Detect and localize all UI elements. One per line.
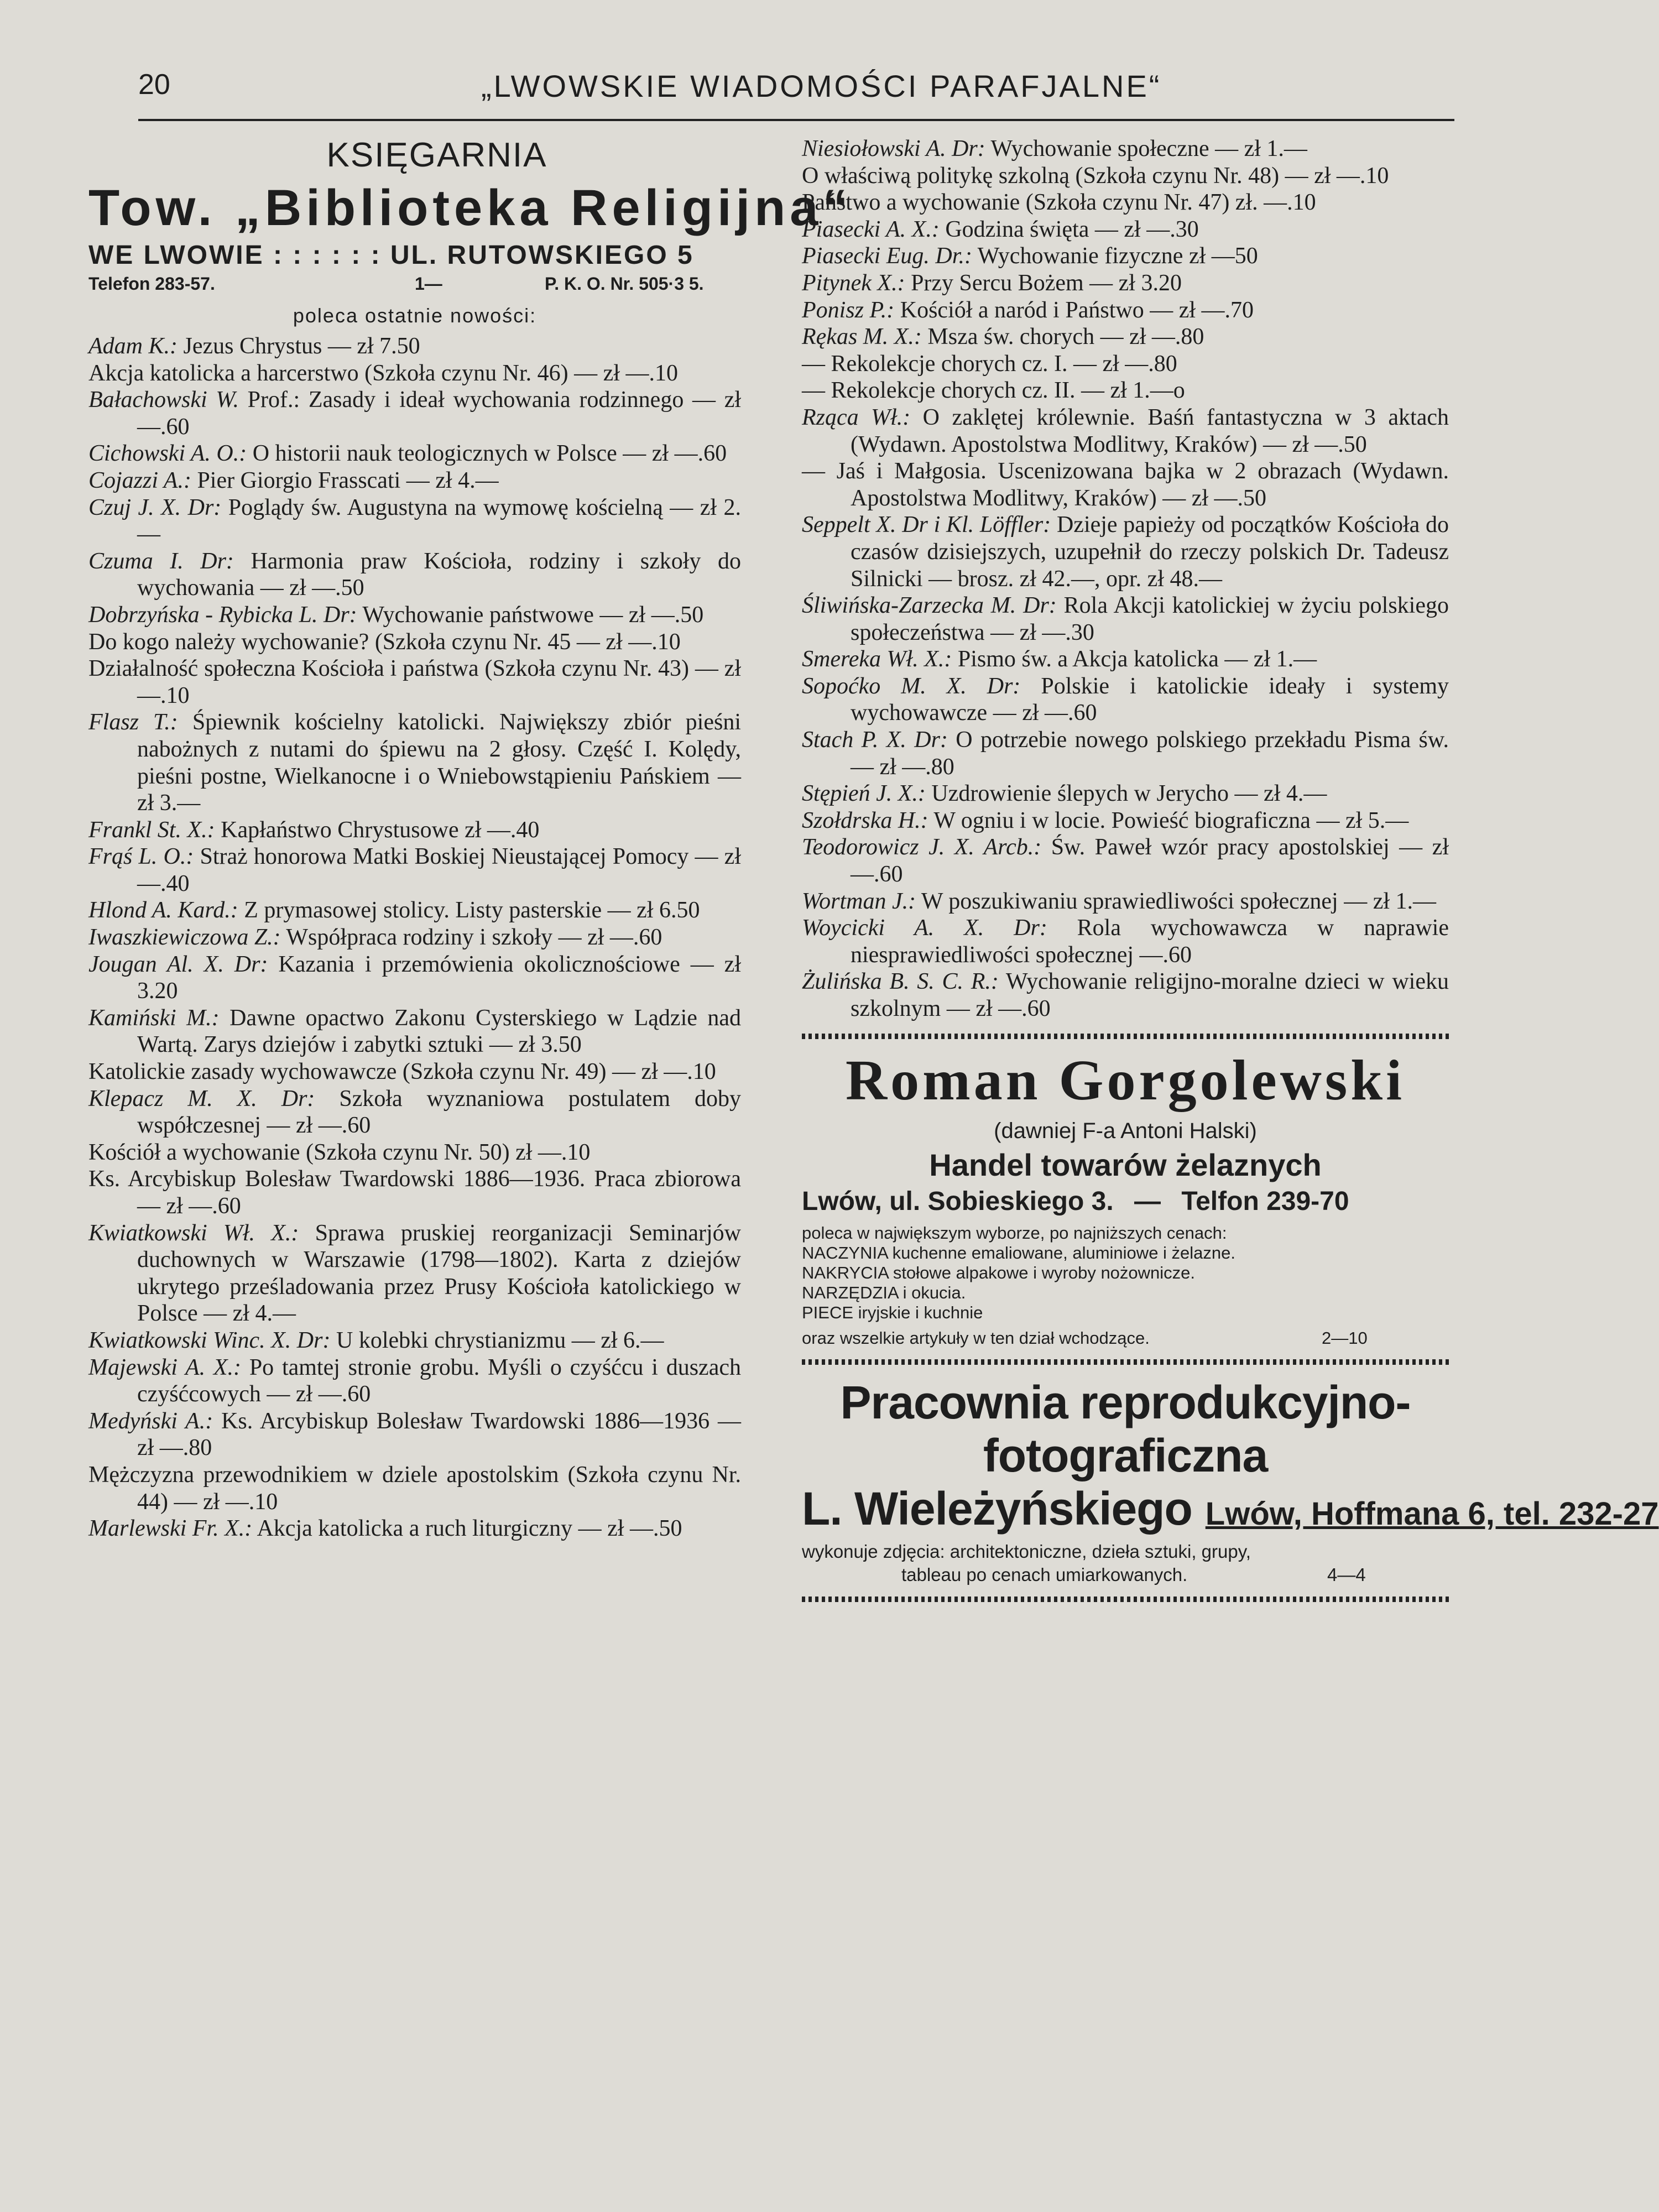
book-entry: [88, 843, 741, 897]
book-title-price: O historii nauk teologicznych w Polsce — zł —.60: [247, 441, 727, 467]
book-title-price: Po tamtej stronie grobu. Myśli o czyśćcu i duszach czyśćcowych — zł —.60: [137, 1354, 741, 1407]
book-title-price: Wychowanie państwowe — zł —.50: [357, 602, 704, 628]
studio-line: [802, 1482, 1659, 1536]
book-author: Żulińska B. S. C. R.:: [802, 969, 999, 995]
divider: [802, 1597, 1449, 1602]
book-entry: [88, 1058, 741, 1086]
book-title-price: Kazania i przemówienia okolicznościowe — zł 3.20: [137, 951, 741, 1004]
book-author: Dobrzyńska - Rybicka L. Dr:: [88, 602, 357, 628]
advertiser-trade: Handel towarów żelaznych: [929, 1147, 1322, 1182]
book-title-price: Harmonia praw Kościoła, rodziny i szkoły do wychowania — zł —.50: [137, 548, 741, 601]
advertiser-offer-list: [802, 1223, 1449, 1323]
book-title-price: Sprawa pruskiej reorganizacji Seminarjów duchownych w Warszawie (1798—1802). Karta z dziejów ukrytego prześladowania przez Prusy Kościoła katolickiego w Polsce — zł 4.—: [137, 1220, 741, 1327]
book-entry: [802, 646, 1449, 673]
book-entry: [88, 1220, 741, 1327]
book-author: Medyński A.:: [88, 1408, 213, 1434]
bookshop-mark: 1—: [415, 274, 442, 294]
page-header: [138, 58, 1454, 121]
book-title-price: Wychowanie fizyczne zł —50: [972, 243, 1258, 269]
book-author: Czuj J. X. Dr:: [88, 494, 222, 520]
bookshop-address: WE LWOWIE : : : : : : UL. RUTOWSKIEGO 5: [88, 241, 694, 270]
book-author: Rząca Wł.:: [802, 404, 911, 430]
book-author: Cichowski A. O.:: [88, 441, 247, 467]
book-author: Frąś L. O.:: [88, 844, 194, 870]
book-entry: [88, 1327, 741, 1354]
book-author: Bałachowski W.: [88, 387, 239, 413]
advertiser-dash: —: [1134, 1186, 1161, 1216]
divider: [802, 1034, 1449, 1039]
book-title-price: Mężczyzna przewodnikiem w dziele apostolskim (Szkoła czynu Nr. 44) — zł —.10: [88, 1462, 741, 1515]
advertiser-closing: oraz wszelkie artykuły w ten dział wchodzące.: [802, 1328, 1150, 1348]
book-entry: [802, 163, 1449, 190]
book-title-price: Jezus Chrystus — zł 7.50: [178, 333, 420, 359]
book-title-price: Uzdrowienie ślepych w Jerycho — zł 4.—: [925, 781, 1327, 807]
book-title-price: O zaklętej królewnie. Baśń fantastyczna w 3 aktach (Wydawn. Apostolstwa Modlitwy, Kraków) — zł —.50: [851, 404, 1449, 457]
advertiser-phone: Telfon 239-70: [1181, 1186, 1349, 1216]
book-author: Teodorowicz J. X. Arcb.:: [802, 834, 1042, 860]
book-title-price: Pismo św. a Akcja katolicka — zł 1.—: [952, 646, 1317, 672]
book-author: Sopoćko M. X. Dr:: [802, 673, 1021, 699]
book-author: Stach P. X. Dr:: [802, 727, 948, 753]
book-entry: [802, 404, 1449, 458]
offer-item: NACZYNIA kuchenne emaliowane, aluminiowe i żelazne.: [802, 1243, 1236, 1262]
bookshop-heading: KSIĘGARNIA: [326, 136, 547, 174]
book-author: Flasz T.:: [88, 709, 178, 735]
book-entry: [88, 440, 741, 467]
offer-item: NAKRYCIA stołowe alpakowe i wyroby nożownicze.: [802, 1262, 1196, 1282]
studio-services-2: tableau po cenach umiarkowanych.: [901, 1564, 1188, 1585]
studio-code: 4—4: [1327, 1564, 1366, 1585]
book-author: Frankl St. X.:: [88, 817, 215, 843]
book-entry: [802, 458, 1449, 512]
bookshop-phone: Telefon 283-57.: [88, 274, 215, 294]
book-entry: [802, 915, 1449, 968]
book-title-price: Dawne opactwo Zakonu Cysterskiego w Lądzie nad Wartą. Zarys dziejów i zabytki sztuki — zł 3.50: [137, 1005, 741, 1058]
book-title-price: Rola wychowawcza w naprawie niesprawiedliwości społecznej —.60: [851, 915, 1449, 968]
advertiser-contact: [802, 1186, 1449, 1217]
book-title-price: Pier Giorgio Frasscati — zł 4.—: [191, 467, 499, 493]
book-entry: [802, 270, 1449, 297]
advertiser-former-name: (dawniej F-a Antoni Halski): [994, 1118, 1257, 1143]
book-author: Piasecki A. X.:: [802, 216, 940, 242]
book-author: Woycicki A. X. Dr:: [802, 915, 1047, 941]
book-title-price: Msza św. chorych — zł —.80: [921, 324, 1204, 350]
book-entry: [88, 1462, 741, 1515]
advertiser-offer: poleca w największym wyborze, po najniższych cenach:: [802, 1223, 1227, 1243]
book-entry: [88, 387, 741, 440]
book-entry: [88, 602, 741, 629]
book-author: Majewski A. X.:: [88, 1354, 242, 1380]
book-entry: [802, 216, 1449, 243]
book-author: Kamiński M.:: [88, 1005, 220, 1031]
book-author: Iwaszkiewiczowa Z.:: [88, 925, 281, 951]
book-title-price: Kapłaństwo Chrystusowe zł —.40: [215, 817, 540, 843]
book-entry: [88, 360, 741, 387]
book-title-price: Akcja katolicka a ruch liturgiczny — zł —.50: [252, 1516, 682, 1542]
ad-photo-studio: [802, 1376, 1659, 1585]
book-entry: [88, 1086, 741, 1139]
book-entry: [88, 709, 741, 816]
book-entry: [88, 1354, 741, 1408]
book-entry: [802, 512, 1449, 592]
book-title-price: Dzieje papieży od początków Kościoła do czasów dzisiejszych, uzupełnił do rzeczy polskich Dr. Tadeusz Silnicki — brosz. zł 42.—, opr. zł 48.—: [851, 512, 1449, 592]
book-entry: [88, 1005, 741, 1058]
book-title-price: Z prymasowej stolicy. Listy pasterskie — zł 6.50: [238, 898, 700, 924]
book-title-price: Ks. Arcybiskup Bolesław Twardowski 1886—1936 — zł —.80: [137, 1408, 741, 1461]
offer-item: PIECE iryjskie i kuchnie: [802, 1302, 983, 1322]
book-title-price: — Rekolekcje chorych cz. II. — zł 1.—o: [802, 378, 1185, 404]
book-entry: [88, 629, 741, 656]
book-author: Smereka Wł. X.:: [802, 646, 952, 672]
book-title-price: Śpiewnik kościelny katolicki. Największy zbiór pieśni nabożnych z nutami do śpiewu na 2 głosy. Część I. Kolędy, pieśni postne, Wielkanocne i o Wniebowstąpieniu Pańskiem — zł 3.—: [137, 709, 741, 816]
journal-title: „LWOWSKIE WIADOMOŚCI PARAFJALNE“: [481, 69, 1162, 103]
book-entry: [802, 351, 1449, 378]
book-title-price: Prof.: Zasady i ideał wychowania rodzinnego — zł —.60: [137, 387, 742, 440]
book-author: Piasecki Eug. Dr.:: [802, 243, 972, 269]
book-author: Kwiatkowski Wł. X.:: [88, 1220, 299, 1246]
bookshop-account: P. K. O. Nr. 505·3 5.: [545, 274, 704, 294]
studio-contact: Lwów, Hoffmana 6, tel. 232-27: [1205, 1495, 1659, 1532]
book-entry: [88, 1166, 741, 1219]
book-entry: [88, 924, 741, 951]
book-author: Szołdrska H.:: [802, 807, 928, 833]
advertiser-code: 2—10: [1322, 1328, 1368, 1348]
advertiser-closing-line: [802, 1328, 1449, 1348]
page-number: 20: [138, 69, 170, 101]
book-title-price: Przy Sercu Bożem — zł 3.20: [905, 270, 1182, 296]
book-title-price: Kościół a wychowanie (Szkoła czynu Nr. 50) zł —.10: [88, 1139, 591, 1165]
book-title-price: Katolickie zasady wychowawcze (Szkoła czynu Nr. 49) — zł —.10: [88, 1059, 716, 1085]
book-author: Jougan Al. X. Dr:: [88, 951, 268, 977]
book-author: Kwiatkowski Winc. X. Dr:: [88, 1327, 331, 1353]
book-entry: [88, 333, 741, 360]
book-entry: [88, 467, 741, 494]
divider: [802, 1359, 1449, 1365]
book-author: Seppelt X. Dr i Kl. Löffler:: [802, 512, 1051, 538]
book-author: Pitynek X.:: [802, 270, 905, 296]
book-title-price: Polskie i katolickie ideały i systemy wychowawcze — zł —.60: [851, 673, 1449, 726]
book-entry: [802, 135, 1449, 163]
book-title-price: Działalność społeczna Kościoła i państwa (Szkoła czynu Nr. 43) — zł —.10: [88, 656, 741, 708]
studio-owner: L. Wieleżyńskiego: [802, 1482, 1192, 1535]
book-entry: [802, 377, 1449, 404]
book-entry: [802, 888, 1449, 915]
studio-services: wykonuje zdjęcia: architektoniczne, dzieła sztuki, grupy,: [802, 1541, 1251, 1562]
book-author: Wortman J.:: [802, 888, 916, 914]
book-entry: [88, 655, 741, 709]
book-entry: [88, 897, 741, 924]
book-list-left: [88, 333, 741, 1542]
book-title-price: W ogniu i w locie. Powieść biograficzna — zł 5.—: [928, 807, 1409, 833]
book-title-price: Ks. Arcybiskup Bolesław Twardowski 1886—1936. Praca zbiorowa — zł —.60: [88, 1166, 741, 1219]
book-author: Klepacz M. X. Dr:: [88, 1086, 315, 1112]
book-title-price: Poglądy św. Augustyna na wymowę kościelną — zł 2.—: [137, 494, 741, 547]
book-entry: [88, 1139, 741, 1166]
book-author: Rękas M. X.:: [802, 324, 922, 350]
book-title-price: Kościół a naród i Państwo — zł —.70: [894, 297, 1254, 323]
book-entry: [802, 673, 1449, 727]
studio-title: Pracownia reprodukcyjno-fotograficzna: [840, 1376, 1411, 1481]
ad-gorgolewski: [802, 1050, 1449, 1348]
book-title-price: U kolebki chrystianizmu — zł 6.—: [330, 1327, 664, 1353]
book-title-price: Św. Paweł wzór pracy apostolskiej — zł —.60: [851, 834, 1449, 888]
book-author: Hlond A. Kard.:: [88, 898, 238, 924]
right-column: [802, 135, 1659, 1613]
bookshop-name: Tow. „Biblioteka Religijna“: [88, 180, 853, 236]
book-author: Czuma I. Dr:: [88, 548, 234, 574]
book-title-price: Wychowanie religijno-moralne dzieci w wieku szkolnym — zł —.60: [851, 969, 1449, 1021]
advertiser-name: Roman Gorgolewski: [846, 1048, 1405, 1112]
book-title-price: Akcja katolicka a harcerstwo (Szkoła czynu Nr. 46) — zł —.10: [88, 360, 678, 386]
book-entry: [802, 834, 1449, 888]
book-entry: [88, 548, 741, 602]
book-entry: [802, 968, 1449, 1022]
book-author: Śliwińska-Zarzecka M. Dr:: [802, 593, 1057, 619]
book-title-price: O potrzebie nowego polskiego przekładu Pisma św. — zł —.80: [851, 727, 1449, 780]
book-author: Marlewski Fr. X.:: [88, 1516, 253, 1542]
book-title-price: O właściwą politykę szkolną (Szkoła czynu Nr. 48) — zł —.10: [802, 163, 1389, 189]
book-entry: [802, 297, 1449, 324]
book-list-right: [802, 135, 1449, 1022]
book-title-price: — Rekolekcje chorych cz. I. — zł —.80: [802, 351, 1177, 377]
advertiser-city: Lwów, ul. Sobieskiego 3.: [802, 1186, 1114, 1216]
book-entry: [802, 243, 1449, 270]
book-title-price: Rola Akcji katolickiej w życiu polskiego społeczeństwa — zł —.30: [851, 593, 1449, 645]
bookshop-recommends: poleca ostatnie nowości:: [293, 304, 537, 327]
book-title-price: Współpraca rodziny i szkoły — zł —.60: [280, 925, 662, 951]
offer-item: NARZĘDZIA i okucia.: [802, 1282, 966, 1302]
book-entry: [802, 780, 1449, 807]
book-title-price: Straż honorowa Matki Boskiej Nieustającej Pomocy — zł —.40: [137, 844, 741, 896]
book-entry: [802, 592, 1449, 646]
book-entry: [88, 1408, 741, 1462]
book-title-price: Wychowanie społeczne — zł 1.—: [985, 136, 1307, 161]
book-title-price: Godzina święta — zł —.30: [939, 216, 1199, 242]
bookshop-contact: [88, 274, 741, 294]
book-title-price: W poszukiwaniu sprawiedliwości społecznej — zł 1.—: [916, 888, 1437, 914]
book-entry: [802, 727, 1449, 780]
book-author: Stępień J. X.:: [802, 781, 926, 807]
book-author: Ponisz P.:: [802, 297, 895, 323]
book-title-price: Do kogo należy wychowanie? (Szkoła czynu Nr. 45 — zł —.10: [88, 629, 681, 655]
studio-services-line: [802, 1564, 1449, 1585]
book-title-price: Państwo a wychowanie (Szkoła czynu Nr. 47) zł. —.10: [802, 190, 1316, 216]
book-author: Adam K.:: [88, 333, 178, 359]
book-entry: [88, 494, 741, 548]
book-entry: [802, 189, 1449, 216]
book-title-price: Szkoła wyznaniowa postulatem doby współczesnej — zł —.60: [137, 1086, 741, 1139]
book-entry: [88, 817, 741, 844]
book-author: Cojazzi A.:: [88, 467, 191, 493]
book-title-price: — Jaś i Małgosia. Uscenizowana bajka w 2 obrazach (Wydawn. Apostolstwa Modlitwy, Kraków) — zł —.50: [802, 458, 1449, 511]
book-author: Niesiołowski A. Dr:: [802, 136, 985, 161]
book-entry: [802, 807, 1449, 834]
book-entry: [88, 1515, 741, 1542]
book-entry: [88, 951, 741, 1005]
book-entry: [802, 324, 1449, 351]
